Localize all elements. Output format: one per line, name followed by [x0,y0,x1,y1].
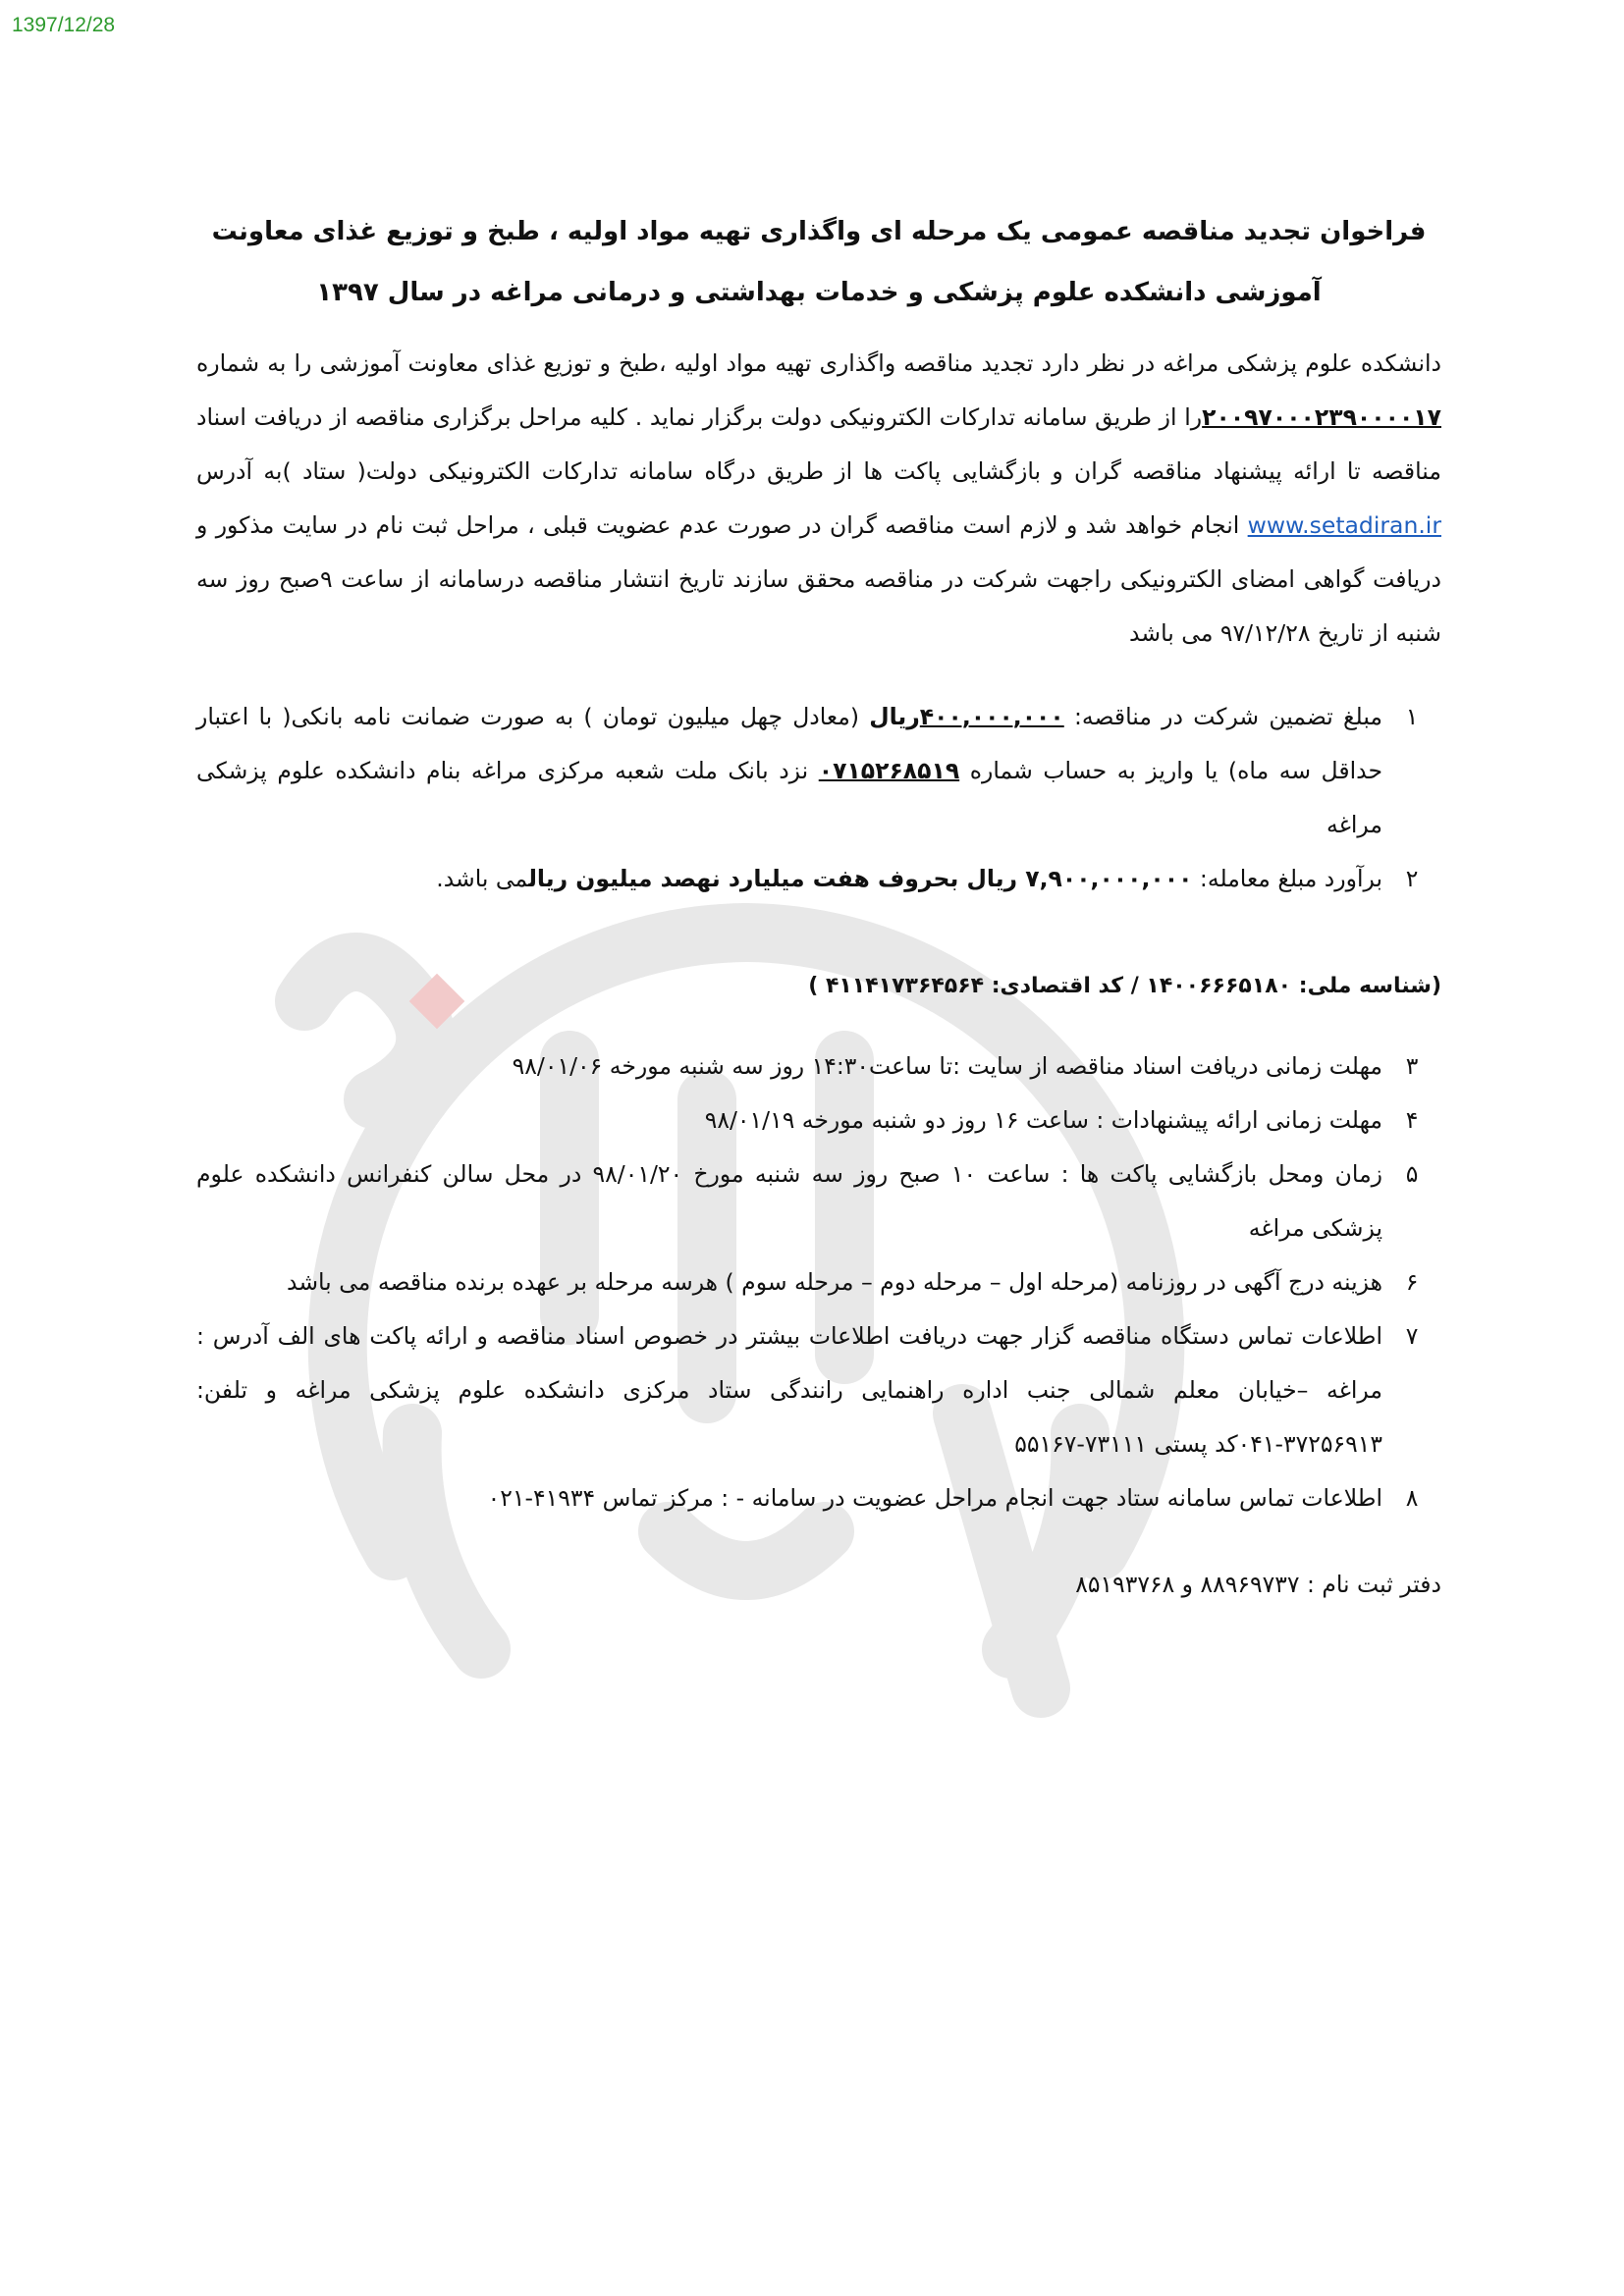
item-number: ۳ [1405,1052,1419,1080]
registration-office-phones: دفتر ثبت نام : ۸۸۹۶۹۷۳۷ و ۸۵۱۹۳۷۶۸ [1075,1571,1441,1598]
title-line-1: فراخوان تجدید مناقصه عمومی یک مرحله ای واگذاری تهیه مواد اولیه ، طبخ و توزیع غذای معاونت [211,217,1427,246]
guarantee-amount: ۴۰۰,۰۰۰,۰۰۰ [919,703,1064,730]
bank-description: نزد بانک ملت شعبه مرکزی مراغه بنام دانشکده علوم پزشکی مراغه [196,757,1382,838]
items-list-a [196,690,1441,906]
title-line-2: آموزشی دانشکده علوم پزشکی و خدمات بهداشتی و درمانی مراغه در سال ۱۳۹۷ [316,278,1322,307]
intro-text-1: دانشکده علوم پزشکی مراغه در نظر دارد تجدید مناقصه واگذاری تهیه مواد اولیه ،طبخ و توزیع غذای معاونت آموزشی را به شماره [196,349,1441,377]
items-list-b [196,1040,1441,1525]
estimate-amount: ۷,۹۰۰,۰۰۰,۰۰۰ ریال بحروف هفت میلیارد نهصد میلیون ریال [528,865,1193,892]
list-item [196,690,1441,852]
item-text: مهلت زمانی دریافت اسناد مناقصه از سایت :تا ساعت۱۴:۳۰ روز سه شنبه مورخه ۹۸/۰۱/۰۶ [512,1052,1382,1080]
item-number: ۲ [1405,865,1419,892]
list-item [196,852,1441,906]
guarantee-label: مبلغ تضمین شرکت در مناقصه: [1063,703,1382,730]
item-text: هزینه درج آگهی در روزنامه (مرحله اول – مرحله دوم – مرحله سوم ) هرسه مرحله بر عهده برنده مناقصه می باشد [287,1268,1382,1296]
intro-text-3: انجام خواهد شد و لازم است مناقصه گران در صورت عدم عضویت قبلی ، مراحل ثبت نام در سایت مذکور و دریافت گواهی امضای الکترونیکی راجهت شرکت در مناقصه محقق سازند تاریخ انتشار مناقصه درسامانه از ساعت ۹صبح روز سه شنبه از تاریخ ۹۷/۱۲/۲۸ می باشد [196,511,1441,647]
estimate-label: برآورد مبلغ معامله: [1192,865,1382,892]
intro-paragraph [196,337,1441,661]
rial-unit: ریال [869,703,920,730]
national-id-line: (شناسه ملی: ۱۴۰۰۶۶۶۵۱۸۰ / کد اقتصادی: ۴۱۱۴۱۷۳۶۴۵۶۴ ) [808,974,1441,998]
item-text [196,852,1382,906]
item-number: ۱ [1405,703,1419,730]
list-item [196,1094,1441,1148]
tender-number: ۲۰۰۹۷۰۰۰۲۳۹۰۰۰۰۱۷ [1202,403,1441,431]
item-text: اطلاعات تماس دستگاه مناقصه گزار جهت دریافت اطلاعات بیشتر در خصوص اسناد مناقصه و ارائه پاکت های الف آدرس : مراغه –خیابان معلم شمالی جنب اداره راهنمایی رانندگی ستاد مرکزی دانشکده علوم پزشکی مراغه و تلفن: ۳۷۲۵۶۹۱۳-۰۴۱کد پستی ۷۳۱۱۱-۵۵۱۶۷ [196,1322,1382,1458]
item-text: مهلت زمانی ارائه پیشنهادات : ساعت ۱۶ روز دو شنبه مورخه ۹۸/۰۱/۱۹ [704,1106,1382,1134]
item-number: ۴ [1405,1106,1419,1134]
item-number: ۶ [1405,1268,1419,1296]
item-number: ۷ [1405,1322,1419,1350]
setadiran-link[interactable]: www.setadiran.ir [1247,511,1441,539]
guarantee-description: (معادل چهل میلیون تومان ) به صورت ضمانت نامه بانکی( با اعتبار حداقل سه ماه) یا واریز به حساب شماره [196,703,1382,784]
list-item [196,1040,1441,1094]
list-item [196,1148,1441,1255]
document-title [196,201,1441,323]
item-number: ۵ [1405,1160,1419,1188]
list-item [196,1309,1441,1471]
tender-document [196,201,1441,1604]
item-number: ۸ [1405,1484,1419,1512]
list-item [196,1471,1441,1525]
item-text: اطلاعات تماس سامانه ستاد جهت انجام مراحل عضویت در سامانه - : مرکز تماس ۴۱۹۳۴-۰۲۱ [487,1484,1382,1512]
list-item [196,1255,1441,1309]
date-stamp: 1397/12/28 [12,14,116,36]
item-text: زمان ومحل بازگشایی پاکت ها : ساعت ۱۰ صبح روز سه شنبه مورخ ۹۸/۰۱/۲۰ در محل سالن کنفرانس دانشکده علوم پزشکی مراغه [196,1160,1383,1242]
account-number: ۰۷۱۵۲۶۸۵۱۹ [818,757,960,784]
intro-text-2: را از طریق سامانه تدارکات الکترونیکی دولت برگزار نماید . کلیه مراحل برگزاری مناقصه از دریافت اسناد مناقصه تا ارائه پیشنهاد مناقصه گران و بازگشایی پاکت ها از طریق درگاه سامانه تدارکات الکترونیکی دولت( ستاد )به آدرس [196,403,1441,485]
estimate-suffix: می باشد. [436,865,529,892]
item-text [196,690,1382,852]
